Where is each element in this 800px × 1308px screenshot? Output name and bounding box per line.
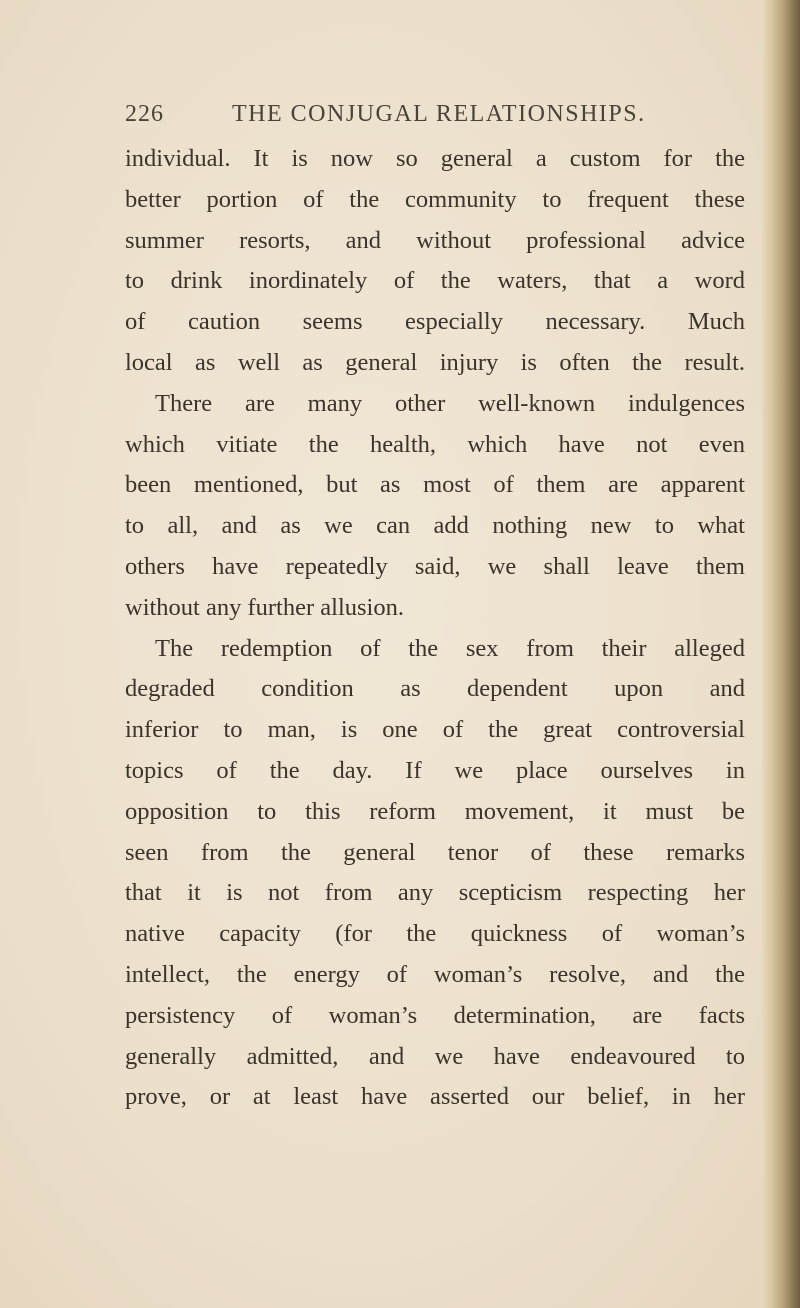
text-line: that it is not from any scepticism respecting her [125,879,745,907]
text-line: which vitiate the health, which have not even [125,430,745,458]
text-line: native capacity (for the quickness of woman’s [125,920,745,948]
page-number: 226 [125,101,164,127]
text-line: topics of the day. If we place ourselves in [125,756,745,784]
text-line: persistency of woman’s determination, are facts [125,1001,745,1029]
text-line: better portion of the community to frequent these [125,185,745,213]
text-line: to drink inordinately of the waters, that a word [125,267,745,295]
page-binding-edge [762,0,800,1308]
text-line: There are many other well-known indulgences [155,389,745,417]
text-line: to all, and as we can add nothing new to what [125,512,745,540]
text-line: generally admitted, and we have endeavoured to [125,1042,745,1070]
page-header [125,101,745,141]
text-line: others have repeatedly said, we shall leave them [125,552,745,580]
text-line: prove, or at least have asserted our belief, in her [125,1083,745,1111]
text-line: individual. It is now so general a custom for the [125,145,745,172]
text-line: degraded condition as dependent upon and [125,675,745,703]
text-line: local as well as general injury is often the result. [125,348,745,376]
text-line: of caution seems especially necessary. Much [125,308,745,336]
running-head: THE CONJUGAL RELATIONSHIPS. [232,101,646,127]
text-line: seen from the general tenor of these remarks [125,838,745,866]
text-line: without any further allusion. [125,593,404,621]
text-line: The redemption of the sex from their alleged [155,634,745,662]
text-line: been mentioned, but as most of them are apparent [125,471,745,499]
text-line: intellect, the energy of woman’s resolve, and the [125,960,745,988]
body-text [125,139,745,1118]
text-line: opposition to this reform movement, it must be [125,797,745,825]
text-line: summer resorts, and without professional advice [125,226,745,254]
text-line: inferior to man, is one of the great controversial [125,716,745,744]
